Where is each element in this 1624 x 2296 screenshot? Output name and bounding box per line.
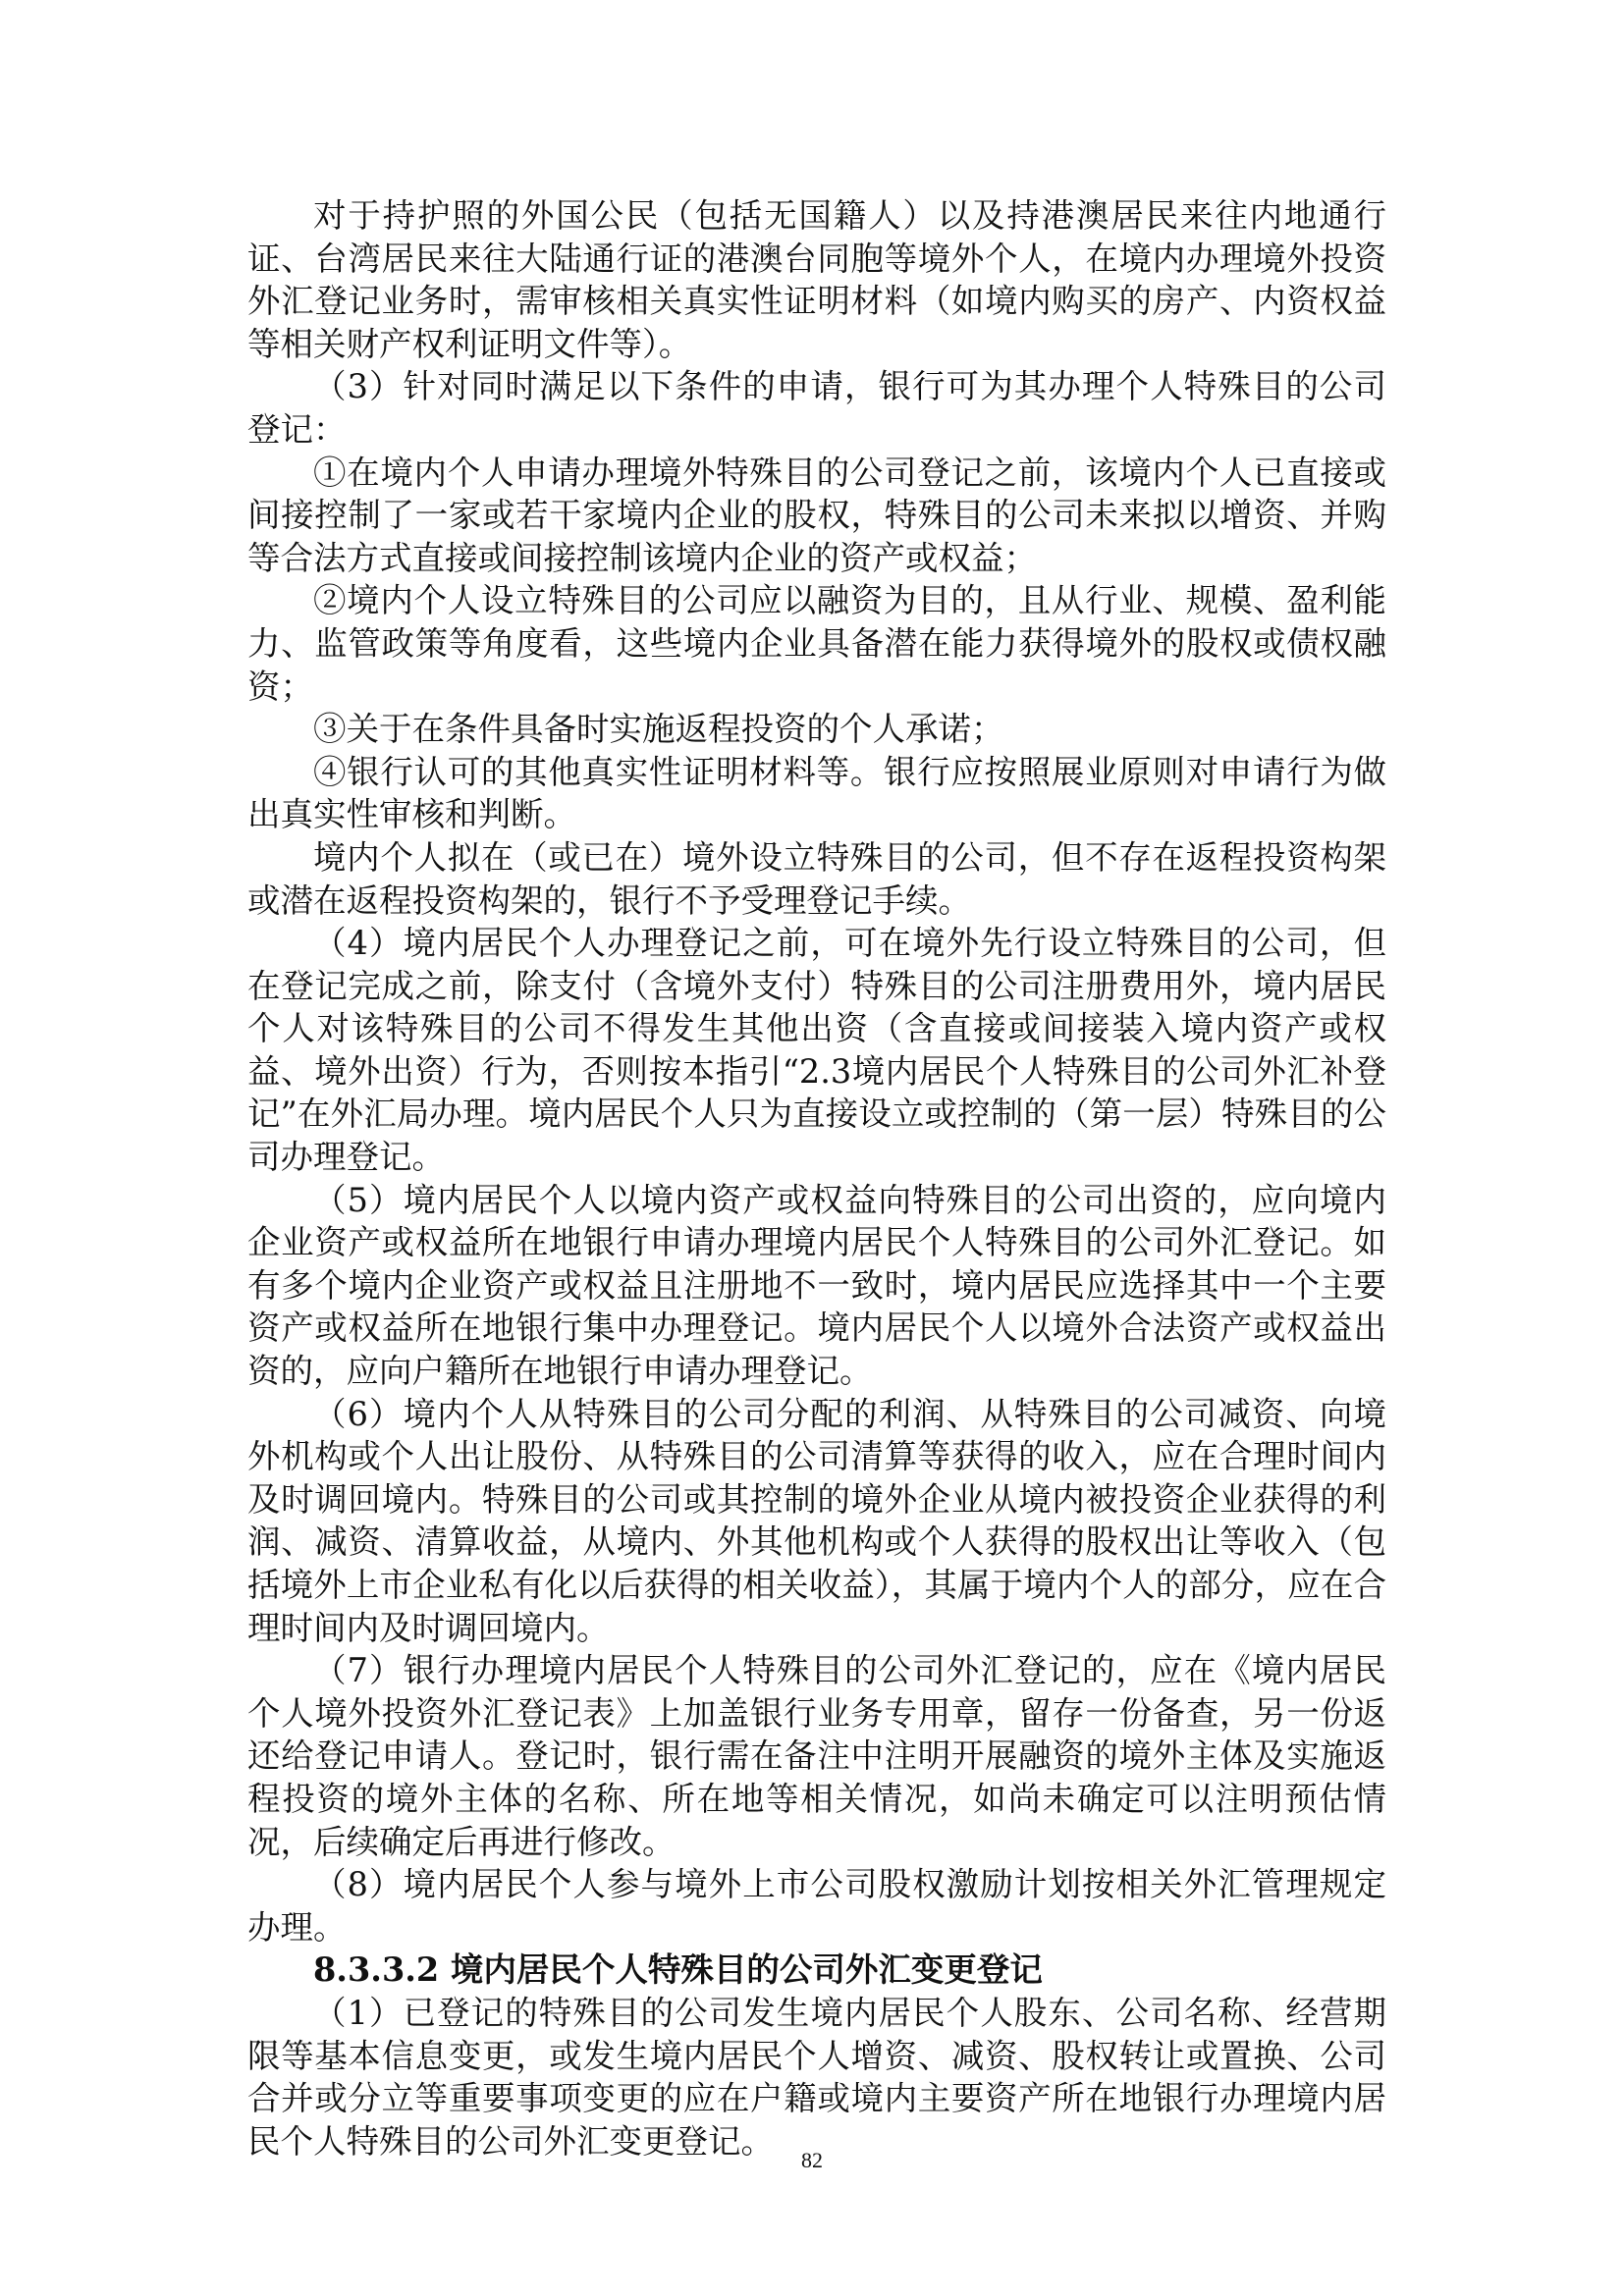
paragraph-condition-2: ②境内个人设立特殊目的公司应以融资为目的，且从行业、规模、盈利能力、监管政策等角度看，这些境内企业具备潜在能力获得境外的股权或债权融资； bbox=[247, 581, 1386, 706]
paragraph-item-4: （4）境内居民个人办理登记之前，可在境外先行设立特殊目的公司，但在登记完成之前，除支付（含境外支付）特殊目的公司注册费用外，境内居民个人对该特殊目的公司不得发生其他出资（含直接或间接装入境内资产或权益、境外出资）行为，否则按本指引“2.3境内居民个人特殊目的公司外汇补登记”在外汇局办理。境内居民个人只为直接设立或控制的（第一层）特殊目的公司办理登记。 bbox=[247, 924, 1386, 1177]
paragraph-foreign-individuals: 对于持护照的外国公民（包括无国籍人）以及持港澳居民来往内地通行证、台湾居民来往大陆通行证的港澳台同胞等境外个人，在境内办理境外投资外汇登记业务时，需审核相关真实性证明材料（如境内购买的房产、内资权益等相关财产权利证明文件等）。 bbox=[247, 196, 1386, 363]
paragraph-condition-1: ①在境内个人申请办理境外特殊目的公司登记之前，该境内个人已直接或间接控制了一家或若干家境内企业的股权，特殊目的公司未来拟以增资、并购等合法方式直接或间接控制该境内企业的资产或权益； bbox=[247, 453, 1386, 577]
paragraph-item-6: （6）境内个人从特殊目的公司分配的利润、从特殊目的公司减资、向境外机构或个人出让股份、从特殊目的公司清算等获得的收入，应在合理时间内及时调回境内。特殊目的公司或其控制的境外企业从境内被投资企业获得的利润、减资、清算收益，从境内、外其他机构或个人获得的股权出让等收入（包括境外上市企业私有化以后获得的相关收益），其属于境内个人的部分，应在合理时间内及时调回境内。 bbox=[247, 1394, 1386, 1647]
section-paragraph-1: （1）已登记的特殊目的公司发生境内居民个人股东、公司名称、经营期限等基本信息变更，或发生境内居民个人增资、减资、股权转让或置换、公司合并或分立等重要事项变更的应在户籍或境内主要资产所在地银行办理境内居民个人特殊目的公司外汇变更登记。 bbox=[247, 1993, 1386, 2161]
page-number: 82 bbox=[801, 2148, 823, 2172]
paragraph-item-7: （7）银行办理境内居民个人特殊目的公司外汇登记的，应在《境内居民个人境外投资外汇登记表》上加盖银行业务专用章，留存一份备查，另一份返还给登记申请人。登记时，银行需在备注中注明开展融资的境外主体及实施返程投资的境外主体的名称、所在地等相关情况，如尚未确定可以注明预估情况，后续确定后再进行修改。 bbox=[247, 1651, 1386, 1861]
paragraph-condition-4: ④银行认可的其他真实性证明材料等。银行应按照展业原则对申请行为做出真实性审核和判断。 bbox=[247, 752, 1386, 834]
paragraph-no-roundtrip: 境内个人拟在（或已在）境外设立特殊目的公司，但不存在返程投资构架或潜在返程投资构架的，银行不予受理登记手续。 bbox=[247, 837, 1386, 920]
paragraph-item-3: （3）针对同时满足以下条件的申请，银行可为其办理个人特殊目的公司登记： bbox=[247, 367, 1386, 449]
section-heading: 8.3.3.2 境内居民个人特殊目的公司外汇变更登记 bbox=[313, 1950, 1043, 1990]
paragraph-item-8: （8）境内居民个人参与境外上市公司股权激励计划按相关外汇管理规定办理。 bbox=[247, 1865, 1386, 1947]
paragraph-item-5: （5）境内居民个人以境内资产或权益向特殊目的公司出资的，应向境内企业资产或权益所在地银行申请办理境内居民个人特殊目的公司外汇登记。如有多个境内企业资产或权益且注册地不一致时，境内居民应选择其中一个主要资产或权益所在地银行集中办理登记。境内居民个人以境外合法资产或权益出资的，应向户籍所在地银行申请办理登记。 bbox=[247, 1180, 1386, 1391]
document-body bbox=[247, 194, 1386, 2163]
paragraph-condition-3: ③关于在条件具备时实施返程投资的个人承诺； bbox=[313, 710, 1004, 749]
